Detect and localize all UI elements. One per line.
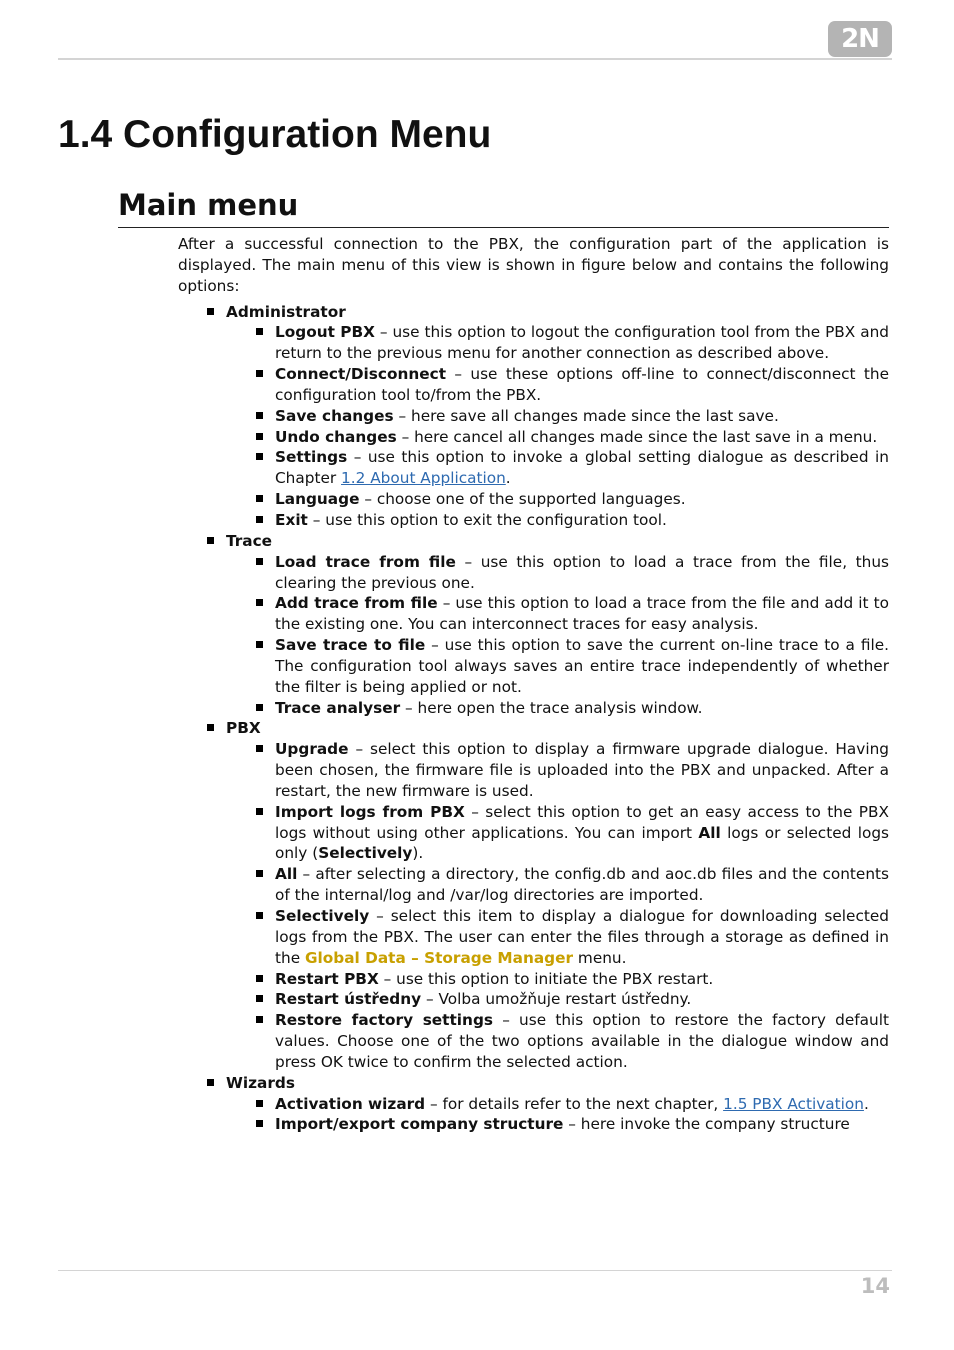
item-label: Exit <box>275 510 308 529</box>
menu-group-administrator <box>226 302 889 531</box>
link-about-application[interactable]: 1.2 About Application <box>341 469 506 488</box>
administrator-items <box>226 322 889 530</box>
item-text: – use this option to load a trace from the file and add it to the existing one. You can interconnect traces for easy analysis. <box>275 594 889 634</box>
list-item <box>275 1114 889 1135</box>
group-label: PBX <box>226 719 261 738</box>
list-item <box>275 489 889 510</box>
item-text: – select this item to display a dialogue for downloading selected logs from the PBX. The user can enter the files through a storage as defined in the <box>275 907 889 967</box>
list-item <box>275 864 889 906</box>
item-text: – use this option to logout the configuration tool from the PBX and return to the previous menu for another connection as described above. <box>275 323 889 363</box>
item-text: – use this option to restore the factory default values. Choose one of the two options available in the dialogue window and press OK twice to confirm the selected action. <box>275 1011 889 1071</box>
item-label: Restart ústředny <box>275 990 422 1009</box>
item-text: – here save all changes made since the last save. <box>393 406 779 425</box>
item-text: ). <box>412 844 424 863</box>
item-text: – use this option to initiate the PBX restart. <box>378 969 714 988</box>
item-label: Language <box>275 490 360 509</box>
item-label: Restart PBX <box>275 969 379 988</box>
main-content <box>178 234 889 1135</box>
list-item <box>275 427 889 448</box>
item-label: Restore factory settings <box>275 1011 493 1030</box>
item-text: – use this option to invoke a global setting dialogue as described in Chapter <box>275 448 889 488</box>
page-number: 14 <box>860 1274 890 1298</box>
header-rule <box>58 58 892 60</box>
list-item <box>275 802 889 865</box>
highlighted-menu-path: Global Data – Storage Manager <box>304 948 574 967</box>
list-item <box>275 510 889 531</box>
section-title: Main menu <box>118 188 299 222</box>
item-label: Upgrade <box>275 740 349 759</box>
item-text: – use this option to save the current on-line trace to a file. The configuration tool always saves an entire trace independently of whether the filter is being applied or not. <box>275 636 889 696</box>
item-label: Import/export company structure <box>275 1115 564 1134</box>
item-label: Activation wizard <box>275 1094 426 1113</box>
menu-group-wizards <box>226 1073 889 1136</box>
item-label: All <box>275 865 298 884</box>
item-text: – use this option to load a trace from the file, thus clearing the previous one. <box>275 552 889 592</box>
item-text: – use these options off-line to connect/disconnect the configuration tool to/from the PBX. <box>275 365 889 404</box>
item-label: Add trace from file <box>275 594 438 613</box>
list-item <box>275 1094 889 1115</box>
list-item <box>275 322 889 364</box>
menu-group-trace <box>226 531 889 719</box>
item-text: – use this option to exit the configuration tool. <box>307 510 667 529</box>
item-text: logs or selected logs only ( <box>275 823 889 863</box>
list-item <box>275 906 889 969</box>
group-label: Wizards <box>226 1073 295 1092</box>
inline-bold: Selectively <box>318 844 413 863</box>
item-text: – after selecting a directory, the config.db and aoc.db files and the contents of the internal/log and /var/log directories are imported. <box>275 865 889 905</box>
group-label: Trace <box>226 531 273 550</box>
item-label: Settings <box>275 448 348 467</box>
item-label: Undo changes <box>275 427 397 446</box>
item-label: Save changes <box>275 406 394 425</box>
inline-bold: All <box>698 823 721 842</box>
company-logo: 2N <box>828 21 892 57</box>
item-text-after: . <box>863 1094 869 1113</box>
list-item <box>275 406 889 427</box>
item-text: – for details refer to the next chapter, <box>425 1094 724 1113</box>
item-label: Save trace to file <box>275 636 426 655</box>
list-item <box>275 364 889 406</box>
group-label: Administrator <box>226 302 346 321</box>
list-item <box>275 593 889 635</box>
list-item <box>275 698 889 719</box>
item-label: Load trace from file <box>275 552 456 571</box>
link-pbx-activation[interactable]: 1.5 PBX Activation <box>723 1094 864 1113</box>
wizards-items <box>226 1094 889 1136</box>
item-label: Connect/Disconnect <box>275 365 447 384</box>
item-text: – choose one of the supported languages. <box>359 490 686 509</box>
item-text-after: . <box>505 469 511 488</box>
list-item <box>275 552 889 594</box>
trace-items <box>226 552 889 719</box>
list-item <box>275 1010 889 1073</box>
item-label: Logout PBX <box>275 323 375 342</box>
item-text: – here open the trace analysis window. <box>400 698 703 717</box>
menu-group-pbx <box>226 718 889 1072</box>
footer-rule <box>58 1270 892 1271</box>
list-item <box>275 969 889 990</box>
item-text: – here invoke the company structure <box>563 1115 850 1134</box>
section-title-underline <box>118 227 889 228</box>
menu-list <box>178 302 889 1136</box>
pbx-items <box>226 739 889 1073</box>
item-text: – select this option to get an easy access to the PBX logs without using other applications. You can import <box>275 802 889 842</box>
item-text: – select this option to display a firmware upgrade dialogue. Having been chosen, the firmware file is uploaded into the PBX and unpacked. After a restart, the new firmware is used. <box>275 740 889 800</box>
list-item <box>275 989 889 1010</box>
list-item <box>275 447 889 489</box>
item-label: Selectively <box>275 907 370 925</box>
list-item <box>275 635 889 698</box>
item-label: Trace analyser <box>275 698 401 717</box>
intro-paragraph: After a successful connection to the PBX, the configuration part of the application is displayed. The main menu of this view is shown in figure below and contains the following options: <box>178 235 889 295</box>
item-text: – here cancel all changes made since the last save in a menu. <box>396 427 878 446</box>
page-title: 1.4 Configuration Menu <box>58 113 492 156</box>
item-text-after: menu. <box>573 948 627 967</box>
list-item <box>275 739 889 802</box>
item-label: Import logs from PBX <box>275 802 465 821</box>
item-text: – Volba umožňuje restart ústředny. <box>421 990 692 1009</box>
